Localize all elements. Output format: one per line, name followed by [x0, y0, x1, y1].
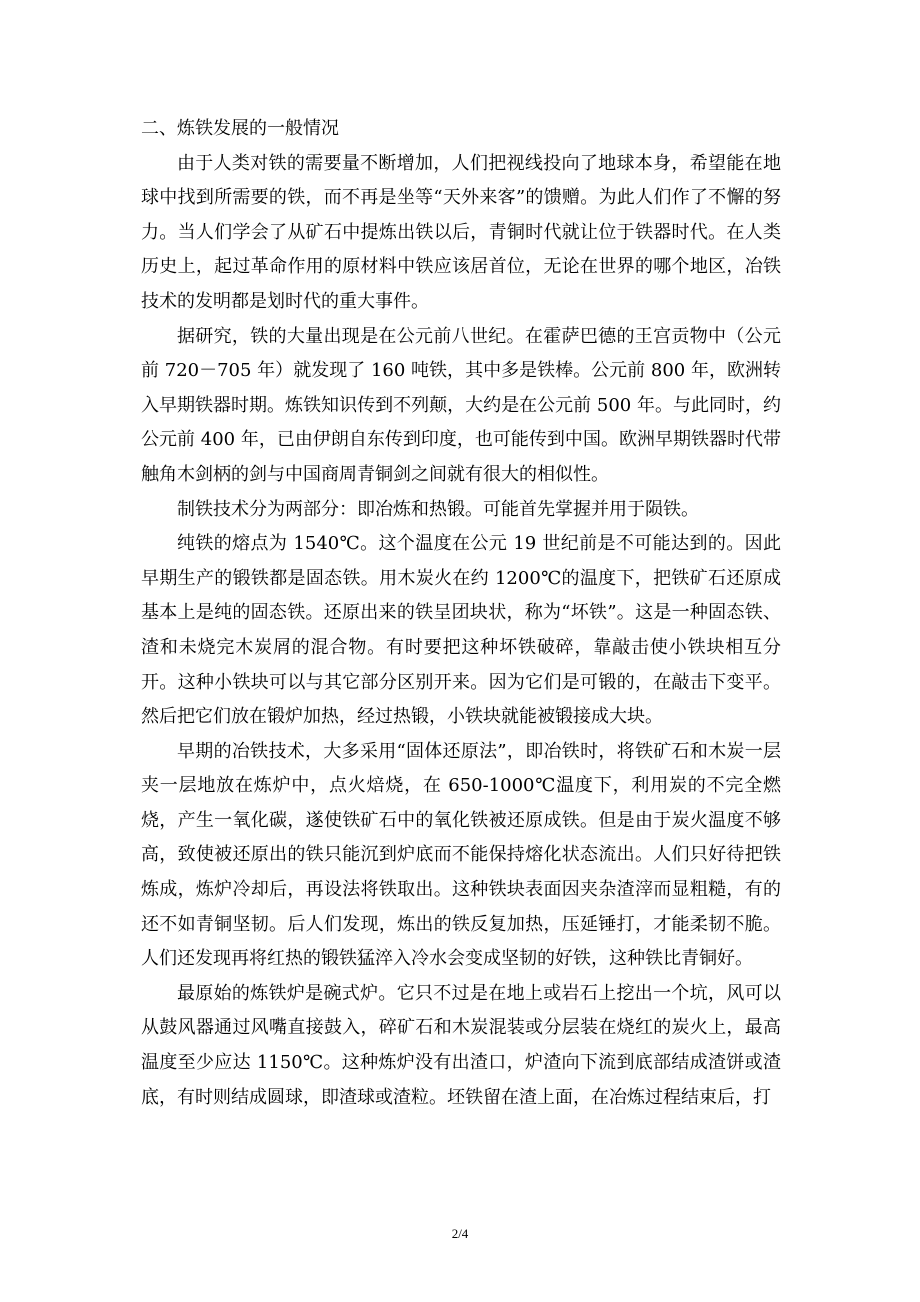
section-heading: 二、炼铁发展的一般情况	[141, 118, 339, 139]
paragraph-melting-point: 纯铁的熔点为 1540℃。这个温度在公元 19 世纪前是不可能达到的。因此早期生产的锻铁都是固态铁。用木炭火在约 1200℃的温度下，把铁矿石还原成基本上是纯的固态铁。还原出来的铁呈团块状，称为“坏铁”。这是一种固态铁、渣和未烧完木炭屑的混合物。有时要把这种坏铁破碎，靠敲击使小铁块相互分开。这种小铁块可以与其它部分区别开来。因为它们是可锻的，在敲击下变平。然后把它们放在锻炉加热，经过热锻，小铁块就能被锻接成大块。	[141, 533, 781, 728]
document-body	[141, 112, 781, 1115]
paragraph-history-research: 据研究，铁的大量出现是在公元前八世纪。在霍萨巴德的王宫贡物中（公元前 720－705 年）就发现了 160 吨铁，其中多是铁棒。公元前 800 年，欧洲转入早期铁器时期。炼铁知识传到不列颠，大约是在公元前 500 年。与此同时，约公元前 400 年，已由伊朗自东传到印度，也可能传到中国。欧洲早期铁器时代带触角木剑柄的剑与中国商周青铜剑之间就有很大的相似性。	[141, 325, 781, 485]
paragraph-solid-reduction: 早期的冶铁技术，大多采用“固体还原法”，即冶铁时，将铁矿石和木炭一层夹一层地放在炼炉中，点火焙烧，在 650-1000℃温度下，利用炭的不完全燃烧，产生一氧化碳，遂使铁矿石中的氧化铁被还原成铁。但是由于炭火温度不够高，致使被还原出的铁只能沉到炉底而不能保持熔化状态流出。人们只好待把铁炼成，炼炉冷却后，再设法将铁取出。这种铁块表面因夹杂渣滓而显粗糙，有的还不如青铜坚韧。后人们发现，炼出的铁反复加热，压延锤打，才能柔韧不脆。人们还发现再将红热的锻铁猛淬入冷水会变成坚韧的好铁，这种铁比青铜好。	[141, 740, 781, 970]
paragraph-demand-for-iron: 由于人类对铁的需要量不断增加，人们把视线投向了地球本身，希望能在地球中找到所需要的铁，而不再是坐等“天外来客”的馈赠。为此人们作了不懈的努力。当人们学会了从矿石中提炼出铁以后，青铜时代就让位于铁器时代。在人类历史上，起过革命作用的原材料中铁应该居首位，无论在世界的哪个地区，冶铁技术的发明都是划时代的重大事件。	[141, 152, 781, 312]
paragraph-iron-making-parts: 制铁技术分为两部分：即冶炼和热锻。可能首先掌握并用于陨铁。	[177, 498, 699, 520]
page-number: 2/4	[451, 1226, 469, 1241]
paragraph-bowl-furnace: 最原始的炼铁炉是碗式炉。它只不过是在地上或岩石上挖出一个坑，风可以从鼓风器通过风嘴直接鼓入，碎矿石和木炭混装或分层装在烧红的炭火上，最高温度至少应达 1150℃。这种炼炉没有出渣口，炉渣向下流到底部结成渣饼或渣底，有时则结成圆球，即渣球或渣粒。坯铁留在渣上面，在冶炼过程结束后，打	[141, 982, 781, 1108]
